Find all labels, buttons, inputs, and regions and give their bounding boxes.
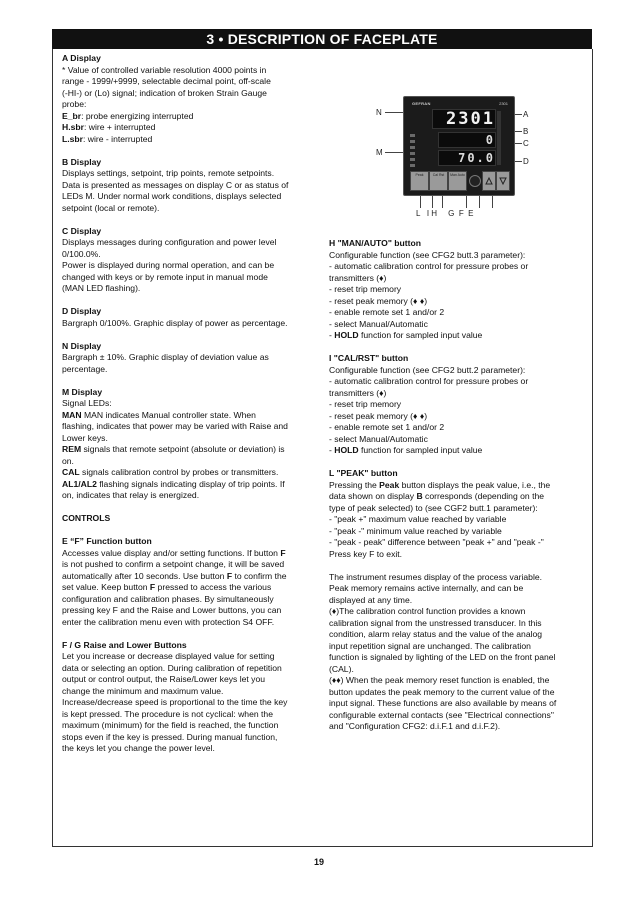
text-line: Press key F to exit. (329, 548, 403, 559)
text-line: Let you increase or decrease displayed value for setting (62, 651, 275, 661)
section (62, 640, 320, 755)
text-line: Bargraph ± 10%. Graphic display of deviation value as (62, 352, 269, 362)
text-line: on. (62, 455, 74, 466)
section (329, 468, 583, 560)
display-c: 70.0 (438, 150, 496, 166)
text-run: function for sampled input value (358, 330, 483, 340)
bold-term: Peak (379, 479, 400, 490)
text-line: 0/100.0%. (62, 248, 101, 259)
section-title: F / G Raise and Lower Buttons (62, 639, 187, 650)
text-line: on, indicates that relay is energized. (62, 490, 200, 500)
text-line: (CAL). (329, 663, 354, 674)
peak-button[interactable]: Peak (410, 171, 429, 191)
bold-term: L.sbr (62, 133, 84, 144)
text-line: - enable remote set 1 and/or 2 (329, 422, 445, 432)
text-line (329, 330, 583, 342)
text-line: - reset trip memory (329, 399, 402, 409)
bold-term: F (226, 570, 233, 581)
text-line: Signal LEDs: (62, 398, 112, 408)
text-line: - automatic calibration control for pressure probes or (329, 261, 529, 271)
text-line (62, 111, 320, 123)
triangle-down-icon (497, 172, 509, 190)
text-run: flashing signals indicating display of trip points. If (96, 478, 285, 489)
section (62, 387, 320, 502)
text-run: : probe energizing interrupted (81, 110, 194, 121)
section-title: C Display (62, 225, 102, 236)
text-line: setpoint (local or remote). (62, 202, 160, 213)
text-line: the keys let you change the power level. (62, 743, 215, 753)
section (62, 53, 320, 145)
bold-term: MAN (62, 409, 82, 420)
controller-faceplate (403, 96, 515, 196)
text-line: change the minimum and maximum value. (62, 685, 224, 696)
text-run: pressed to access the various (155, 582, 272, 592)
callout-a: A (523, 110, 529, 119)
text-line: Bargraph 0/100%. Graphic display of power as percentage. (62, 317, 288, 328)
text-line: - "peak -" minimum value reached by variable (329, 525, 502, 536)
text-line (329, 491, 583, 503)
bold-term: AL1/AL2 (62, 478, 97, 489)
keypad (408, 171, 510, 191)
text-line (62, 467, 320, 479)
text-line: Data is presented as messages on display C or as status of (62, 179, 289, 190)
text-line: (-HI-) or (Lo) signal; indication of broken Strain Gauge (62, 87, 267, 98)
model-number: 2301 (499, 101, 508, 106)
text-line: is kept pressed. The procedure is not cyclical: when the (62, 708, 273, 719)
text-line: configurable external contacts (see "Electrical connections" (329, 709, 554, 720)
triangle-up-icon (483, 172, 495, 190)
text-line: and "Configuration CFG2: d.i.F.1 and d.i.F.2). (329, 721, 501, 731)
text-line: (♦♦) When the peak memory reset function is enabled, the (329, 675, 550, 685)
section-title: I "CAL/RST" button (329, 353, 409, 363)
section (329, 353, 583, 457)
text-line: Configurable function (see CFG2 butt.3 parameter): (329, 249, 526, 260)
page-number: 19 (313, 857, 324, 867)
bold-term: F (280, 547, 286, 558)
section-title: CONTROLS (62, 513, 111, 523)
callout-bottom: L I H G F E (416, 209, 474, 218)
text-line: input signal. These functions are also available by means of (329, 698, 557, 708)
left-column (62, 53, 320, 766)
text-line: The instrument resumes display of the process variable. (329, 571, 543, 582)
text-run: function for sampled input value (358, 445, 483, 455)
text-line: condition, alarm relay status and the value of the analog (329, 629, 543, 639)
text-run: - (329, 445, 335, 455)
text-line: Power is displayed during normal operation, and can be (62, 260, 275, 270)
section-title: H "MAN/AUTO" button (329, 238, 422, 248)
text-line (329, 480, 583, 492)
text-line: button updates the peak memory to the current value of the (329, 686, 555, 697)
section-title: E “F” Function button (62, 536, 152, 546)
text-line: (♦)The calibration control function provides a known (329, 606, 526, 616)
text-line: Configurable function (see CFG2 butt.2 parameter): (329, 364, 526, 375)
callout-b: B (523, 127, 529, 136)
text-line: Increase/decrease speed is proportional to the time the key (62, 697, 288, 707)
text-line: range - 1999/+9999, selectable decimal point, off-scale (62, 76, 271, 86)
raise-button[interactable] (496, 171, 510, 191)
text-line: maximum (minimum) for the field is reached, the function (62, 720, 279, 730)
text-line: pressing key F and the Raise and Lower buttons, you can (62, 605, 282, 615)
text-line: probe: (62, 99, 87, 109)
text-line: - reset peak memory (♦ ♦) (329, 295, 428, 306)
text-line (62, 548, 320, 560)
section-title: N Display (62, 340, 102, 351)
text-line: calibration signal from the unstressed transducer. In this (329, 617, 542, 628)
text-run: set value. Keep button (62, 582, 150, 592)
bold-term: H.sbr (62, 122, 84, 132)
faceplate-diagram (370, 92, 540, 222)
text-line: Lower keys. (62, 432, 108, 443)
text-run: automatically after 10 seconds. Use button (62, 570, 227, 581)
section-title: A Display (62, 53, 101, 63)
text-line (62, 134, 320, 146)
callout-n: N (376, 108, 382, 117)
text-line: (MAN LED flashing). (62, 283, 141, 293)
text-line: output or control output, the Raise/Lower keys let you (62, 674, 266, 684)
text-run: Accesses value display and/or setting functions. If button (62, 547, 281, 558)
right-column (329, 238, 583, 744)
text-line (62, 571, 320, 583)
bold-term: CAL (62, 467, 80, 477)
text-line: percentage. (62, 363, 108, 374)
section-title: B Display (62, 156, 102, 167)
text-line: transmitters (♦) (329, 387, 387, 398)
text-run: data shown on display (329, 491, 417, 501)
text-line: type of peak selected) to (see CGF2 butt.1 parameter): (329, 502, 538, 513)
text-run: Pressing the (329, 479, 380, 490)
text-line (62, 444, 320, 456)
text-line: flashing, indicates that power may be varied with Raise and (62, 421, 288, 431)
bold-term: HOLD (334, 445, 359, 455)
bold-term: F (149, 582, 156, 592)
bold-term: REM (62, 444, 82, 454)
display-a: 2301 (432, 109, 496, 129)
callout-d: D (523, 157, 529, 166)
section-title: M Display (62, 386, 103, 397)
section (329, 572, 583, 733)
text-line (62, 582, 320, 594)
text-line (62, 410, 320, 422)
text-run: corresponds (depending on the (422, 491, 545, 501)
text-line: stops even if the key is pressed. During manual function, (62, 731, 278, 742)
page-title: 3 • DESCRIPTION OF FACEPLATE (52, 29, 592, 49)
section (62, 226, 320, 295)
text-line: data or selecting an option. During calibration of repetition (62, 662, 282, 673)
text-run: signals that remote setpoint (absolute or deviation) is (81, 444, 285, 454)
text-line: transmitters (♦) (329, 272, 387, 283)
text-line: Peak memory remains active internally, and can be (329, 583, 524, 593)
text-line: - select Manual/Automatic (329, 433, 428, 444)
text-line: configuration and calibration phases. By simultaneously (62, 593, 274, 604)
section-title: L "PEAK" button (329, 468, 398, 478)
section (62, 513, 320, 525)
text-run: button displays the peak value, i.e., the (399, 479, 551, 490)
text-run: : wire - interrupted (83, 133, 153, 144)
bold-term: HOLD (334, 330, 359, 340)
text-line: - "peak - peak" difference between "peak +" and "peak -" (329, 537, 544, 547)
text-run: to confirm the (232, 570, 287, 581)
text-line: - reset trip memory (329, 284, 402, 294)
callout-m: M (376, 148, 383, 157)
text-line: displayed at any time. (329, 594, 413, 605)
text-run: - (329, 330, 335, 340)
signal-leds (410, 131, 432, 170)
section (62, 157, 320, 215)
bold-term: E_br (62, 110, 82, 121)
text-line: - reset peak memory (♦ ♦) (329, 410, 428, 421)
text-line: - enable remote set 1 and/or 2 (329, 307, 445, 317)
text-run: MAN indicates Manual controller state. When (81, 409, 256, 420)
section (62, 536, 320, 628)
lower-button[interactable] (482, 171, 496, 191)
text-run: : wire + interrupted (83, 122, 156, 132)
callout-c: C (523, 139, 529, 148)
text-line: - select Manual/Automatic (329, 318, 428, 329)
section (62, 341, 320, 376)
text-line: LEDs M. Under normal work conditions, displays selected (62, 191, 282, 201)
text-line: Displays messages during configuration and power level (62, 237, 277, 247)
section-title: D Display (62, 306, 102, 316)
display-b: 0 (438, 132, 496, 148)
section (62, 306, 320, 329)
brand-logo: GEFRAN (412, 101, 431, 106)
text-line: Displays settings, setpoint, trip points, remote setpoints. (62, 168, 275, 178)
text-line: changed with keys or by remote input in manual mode (62, 271, 268, 282)
text-line (329, 445, 583, 457)
text-line: enter the calibration menu even with protection S4 OFF. (62, 616, 275, 627)
text-line: is not pushed to confirm a setpoint change, it will be saved (62, 559, 285, 569)
text-run: signals calibration control by probes or transmitters. (79, 467, 279, 477)
round-indicator-icon (469, 175, 481, 187)
man-auto-button[interactable]: Man Auto (448, 171, 467, 191)
bold-term: B (416, 491, 423, 501)
text-line: input repetition signal are unchanged. The calibration (329, 640, 531, 651)
text-line: * Value of controlled variable resolution 4000 points in (62, 64, 267, 75)
text-line (62, 479, 320, 491)
text-line: function is signaled by lighting of the LED on the front panel (329, 652, 556, 662)
text-line (62, 122, 320, 134)
cal-rst-button[interactable]: Cal Rst (429, 171, 448, 191)
section (329, 238, 583, 342)
bargraph-d (497, 111, 501, 165)
text-line: - automatic calibration control for pressure probes or (329, 376, 529, 386)
text-line: - "peak +" maximum value reached by variable (329, 514, 507, 524)
